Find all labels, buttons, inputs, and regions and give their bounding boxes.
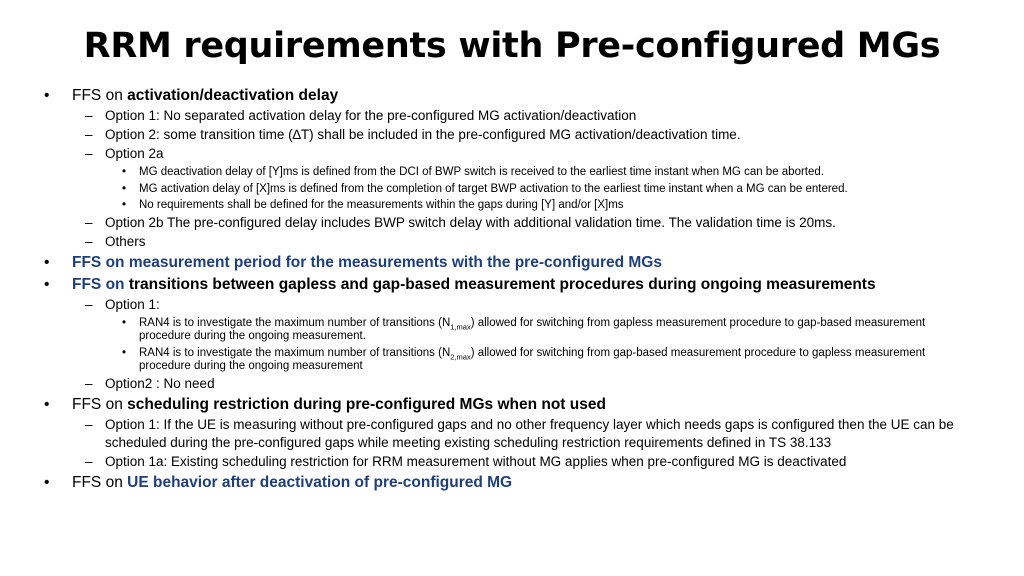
bullet-prefix: FFS on — [72, 275, 125, 293]
bullet-prefix: FFS on — [72, 395, 128, 413]
detail-text-cont: ) allowed for switching from gap-based measurement procedure to gapless measurement procedure during the ongoing measurement — [139, 346, 926, 372]
detail-mg-deactivation — [44, 166, 979, 180]
sub-bullet-text: Option 1: If the UE is measuring without pre-configured gaps and no other frequency layer which needs gaps is configured then the UE can be scheduled during the pre-configured gaps while meeting existing scheduling restriction requirements defined in TS 38.133 — [105, 416, 954, 450]
bullet-dash: – — [85, 214, 93, 230]
bullet-prefix: FFS on — [72, 473, 128, 491]
bullet-dot: • — [44, 275, 50, 293]
detail-mg-activation — [44, 183, 979, 197]
sub-bullet-transitions-option-1 — [44, 296, 979, 314]
sub-bullet-text: Option 2a — [105, 146, 164, 161]
sub-bullet-option-2b — [44, 214, 979, 232]
detail-text: MG activation delay of [X]ms is defined from the completion of target BWP activation to the earliest time instant when a MG can be entered. — [139, 182, 848, 195]
sub-bullet-others — [44, 233, 979, 251]
bullet-prefix: FFS on — [72, 87, 128, 104]
sub-bullet-text: Others — [105, 233, 146, 249]
bullet-dash: – — [85, 108, 93, 123]
sub-bullet-text: Option 1: No separated activation delay for the pre-configured MG activation/deactivation — [105, 108, 637, 123]
sub-bullet-text: Option 2: some transition time ( — [105, 127, 293, 142]
slide-body — [44, 84, 979, 493]
detail-transitions-n1 — [44, 317, 979, 344]
sub-bullet-scheduling-option-1 — [44, 416, 979, 452]
bullet-dash: – — [85, 146, 93, 161]
bullet-dot: • — [122, 316, 127, 329]
bullet-transitions — [44, 274, 979, 295]
bullet-dot: • — [44, 473, 50, 491]
sub-bullet-option-2 — [44, 126, 979, 144]
sub-bullet-text: Option 2b The pre-configured delay includes BWP switch delay with additional validation time. The validation time is 20ms. — [105, 214, 836, 230]
detail-text: No requirements shall be defined for the measurements within the gaps during [Y] and/or [X]ms — [139, 199, 624, 211]
sub-bullet-option2-no-need — [44, 375, 979, 393]
sub-bullet-text: Option 1a: Existing scheduling restriction for RRM measurement without MG applies when pre-configured MG is deactivated — [105, 453, 847, 469]
bullet-dot: • — [44, 87, 50, 104]
bullet-dash: – — [85, 127, 93, 142]
bullet-emphasis: FFS on measurement period for the measurements with the pre-configured MGs — [72, 253, 662, 271]
bullet-dash: – — [85, 375, 93, 391]
bullet-dot: • — [122, 199, 127, 211]
bullet-dash: – — [85, 296, 93, 312]
bullet-dot: • — [122, 182, 127, 195]
bullet-activation-delay — [44, 85, 979, 106]
delta-symbol: ∆ — [292, 127, 301, 142]
bullet-scheduling-restriction — [44, 394, 979, 415]
sub-bullet-option-2a — [44, 145, 979, 163]
bullet-emphasis: UE behavior after deactivation of pre-configured MG — [127, 473, 513, 491]
detail-transitions-n2 — [44, 347, 979, 374]
bullet-dash: – — [85, 416, 93, 432]
sub-bullet-text: Option 1: — [105, 296, 160, 312]
bullet-dot: • — [44, 253, 50, 271]
detail-text: RAN4 is to investigate the maximum number of transitions (N — [139, 316, 451, 329]
bullet-dot: • — [44, 395, 50, 413]
sub-bullet-text-cont: T) shall be included in the pre-configured MG activation/deactivation time. — [300, 127, 741, 142]
bullet-measurement-period — [44, 252, 979, 273]
subscript: 2,max — [450, 351, 471, 361]
slide-title: RRM requirements with Pre-configured MGs — [83, 26, 941, 66]
subscript: 1,max — [450, 321, 471, 331]
detail-text: MG deactivation delay of [Y]ms is defined from the DCI of BWP switch is received to the earliest time instant when MG can be aborted. — [139, 166, 824, 178]
sub-bullet-scheduling-option-1a — [44, 453, 979, 471]
bullet-emphasis: transitions between gapless and gap-based measurement procedures during ongoing measurements — [124, 275, 876, 293]
bullet-dash: – — [85, 453, 93, 469]
bullet-dash: – — [85, 233, 93, 249]
bullet-dot: • — [122, 166, 127, 178]
bullet-dot: • — [122, 346, 127, 359]
bullet-emphasis: scheduling restriction during pre-configured MGs when not used — [127, 395, 606, 413]
detail-text-cont: ) allowed for switching from gapless measurement procedure to gap-based measurement procedure during the ongoing measurement. — [139, 316, 926, 342]
detail-text: RAN4 is to investigate the maximum number of transitions (N — [139, 346, 451, 359]
bullet-emphasis: activation/deactivation delay — [127, 87, 339, 104]
detail-no-requirements — [44, 199, 979, 213]
sub-bullet-option-1 — [44, 107, 979, 125]
sub-bullet-text: Option2 : No need — [105, 375, 215, 391]
bullet-ue-behavior — [44, 472, 979, 493]
